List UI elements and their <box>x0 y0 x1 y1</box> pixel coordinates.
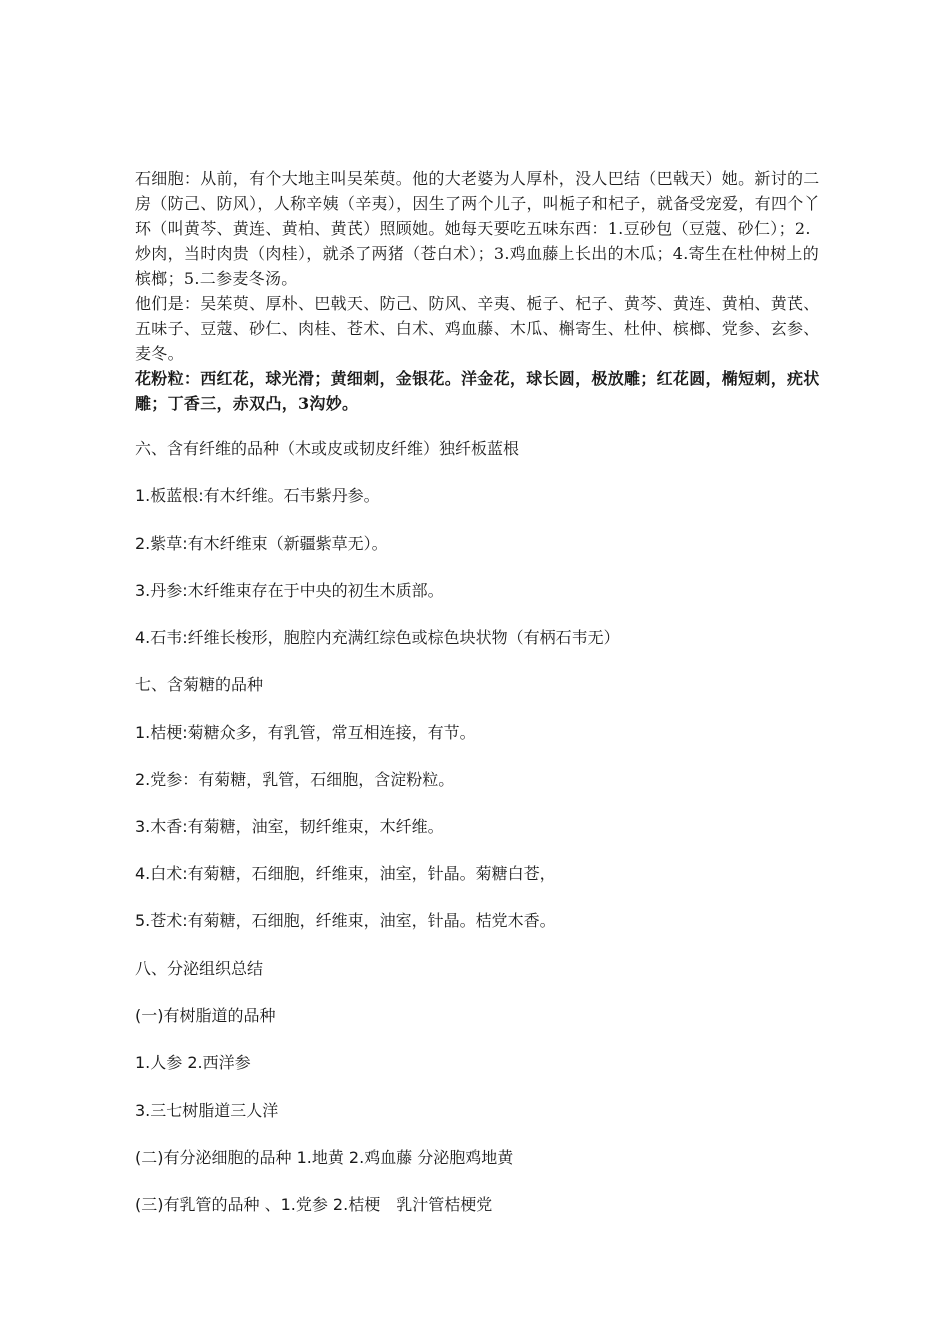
heading-fiber-varieties: 六、含有纤维的品种（木或皮或韧皮纤维）独纤板蓝根 <box>135 439 520 458</box>
stone-cell-mnemonic-paragraph: 石细胞：从前，有个大地主叫吴茱萸。他的大老婆为人厚朴，没人巴结（巴戟天）她。新讨的二房（防己、防风），人称辛姨（辛夷），因生了两个儿子，叫栀子和杞子，就备受宠爱，有四个丫环（叫黄芩、黄连、黄柏、黄芪）照顾她。她每天要吃五味东西：1.豆砂包（豆蔻、砂仁）；2.炒肉，当时肉贵（肉桂），就杀了两猪（苍白术）；3.鸡血藤上长出的木瓜；4.寄生在杜仲树上的槟榔；5.二参麦冬汤。 <box>135 169 820 288</box>
subheading-secretory-cells: (二)有分泌细胞的品种 1.地黄 2.鸡血藤 分泌胞鸡地黄 <box>135 1148 514 1167</box>
intro-section <box>135 166 825 416</box>
item-baizhu: 4.白术:有菊糖，石细胞，纤维束，油室，针晶。菊糖白苍， <box>135 864 556 883</box>
item-sanqi: 3.三七树脂道三人洋 <box>135 1101 279 1120</box>
subheading-laticifer: (三)有乳管的品种 、1.党参 2.桔梗 乳汁管桔梗党 <box>135 1195 493 1214</box>
heading-inulin-varieties: 七、含菊糖的品种 <box>135 675 264 694</box>
item-cangzhu: 5.苍术:有菊糖，石细胞，纤维束，油室，针晶。桔党木香。 <box>135 911 556 930</box>
herb-list-paragraph: 他们是：吴茱萸、厚朴、巴戟天、防己、防风、辛夷、栀子、杞子、黄芩、黄连、黄柏、黄芪、五味子、豆蔻、砂仁、肉桂、苍术、白术、鸡血藤、木瓜、槲寄生、杜仲、槟榔、党参、玄参、麦冬。 <box>135 294 820 363</box>
item-danshen: 3.丹参:木纤维束存在于中央的初生木质部。 <box>135 581 444 600</box>
pollen-mnemonic-paragraph: 花粉粒：西红花，球光滑；黄细刺，金银花。洋金花，球长圆，极放雕；红花圆，椭短刺，疣状雕；丁香三，赤双凸，3沟妙。 <box>135 369 820 413</box>
item-zicao: 2.紫草:有木纤维束（新疆紫草无）。 <box>135 534 388 553</box>
item-dangshen: 2.党参：有菊糖，乳管，石细胞，含淀粉粒。 <box>135 770 455 789</box>
item-banlangen: 1.板蓝根:有木纤维。石韦紫丹参。 <box>135 486 380 505</box>
item-ginseng: 1.人参 2.西洋参 <box>135 1053 251 1072</box>
item-jiegeng: 1.桔梗:菊糖众多，有乳管，常互相连接，有节。 <box>135 723 476 742</box>
heading-secretory-summary: 八、分泌组织总结 <box>135 959 264 978</box>
subheading-resin-canal: (一)有树脂道的品种 <box>135 1006 276 1025</box>
item-shiwei: 4.石韦:纤维长梭形，胞腔内充满红综色或棕色块状物（有柄石韦无） <box>135 628 620 647</box>
item-muxiang: 3.木香:有菊糖，油室，韧纤维束，木纤维。 <box>135 817 444 836</box>
